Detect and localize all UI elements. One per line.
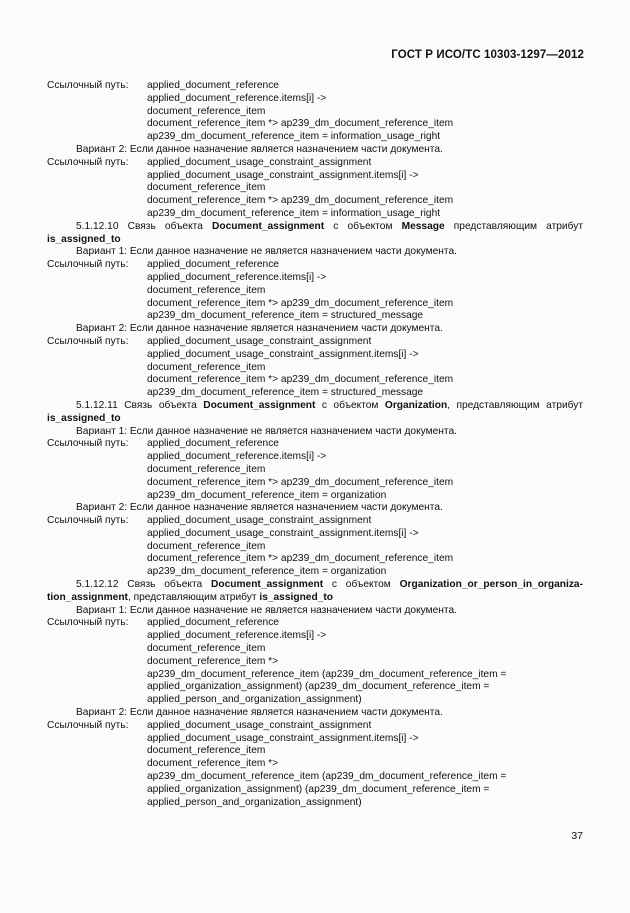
reference-path-line [47,157,583,170]
reference-path-value: applied_document_reference [147,259,279,271]
reference-path-line [47,797,583,810]
reference-path [47,617,583,707]
section-heading-5-1-12-10: 5.1.12.10 Связь объекта Document_assignment с объектом Message представляющим атрибут [76,220,583,232]
reference-path-value: document_reference_item [147,745,266,757]
reference-path-label: Ссылочный путь: [47,617,129,629]
reference-path [47,515,583,579]
reference-path-label: Ссылочный путь: [47,515,129,527]
reference-path-value: applied_organization_assignment) (ap239_dm_document_reference_item = [147,681,490,693]
reference-path-value: ap239_dm_document_reference_item = information_usage_right [147,207,441,219]
reference-path-label: Ссылочный путь: [47,719,129,731]
reference-path-value: applied_document_usage_constraint_assignment [147,156,372,168]
reference-path-value: document_reference_item *> ap239_dm_document_reference_item [147,476,454,488]
reference-path-value: ap239_dm_document_reference_item (ap239_dm_document_reference_item = [147,668,507,680]
reference-path-value: applied_document_reference.items[i] -> [147,451,327,463]
reference-path-value: applied_person_and_organization_assignment) [147,796,362,808]
document-body [47,80,583,809]
reference-path-line [47,784,583,797]
section-attribute: is_assigned_to [47,233,121,245]
reference-path-label: Ссылочный путь: [47,438,129,450]
reference-path-value: document_reference_item *> ap239_dm_document_reference_item [147,553,454,565]
reference-path-value: document_reference_item [147,540,266,552]
variant-2-text: Вариант 2: Если данное назначение является назначением части документа. [76,143,443,155]
reference-path-value: applied_person_and_organization_assignment) [147,694,362,706]
reference-path-line [47,656,583,669]
reference-path-value: document_reference_item [147,284,266,296]
variant-1-text: Вариант 1: Если данное назначение не является назначением части документа. [76,246,457,258]
reference-path-value: document_reference_item *> ap239_dm_document_reference_item [147,118,454,130]
reference-path-line [47,566,583,579]
reference-path-line [47,182,583,195]
section-heading-continuation: tion_assignment, представляющим атрибут is_assigned_to [47,591,333,603]
reference-path [47,259,583,323]
reference-path-value: applied_document_usage_constraint_assignment.items[i] -> [147,348,419,360]
reference-path-value: document_reference_item [147,182,266,194]
document-header: ГОСТ Р ИСО/ТС 10303-1297—2012 [391,49,584,61]
reference-path-value: applied_organization_assignment) (ap239_dm_document_reference_item = [147,783,490,795]
reference-path-value: applied_document_reference.items[i] -> [147,630,327,642]
reference-path-line [47,310,583,323]
reference-path-value: ap239_dm_document_reference_item = structured_message [147,387,424,399]
reference-path-value: ap239_dm_document_reference_item = structured_message [147,310,424,322]
reference-path-label: Ссылочный путь: [47,156,129,168]
reference-path-value: ap239_dm_document_reference_item (ap239_dm_document_reference_item = [147,771,507,783]
reference-path-value: document_reference_item *> ap239_dm_document_reference_item [147,374,454,386]
reference-path-value: document_reference_item [147,463,266,475]
reference-path-value: applied_document_reference [147,617,279,629]
reference-path-line [47,681,583,694]
section-attribute: is_assigned_to [47,412,121,424]
variant-2-text: Вариант 2: Если данное назначение является назначением части документа. [76,707,443,719]
reference-path-value: applied_document_usage_constraint_assignment.items[i] -> [147,732,419,744]
reference-path-value: applied_document_usage_constraint_assignment [147,719,372,731]
reference-path-line [47,362,583,375]
reference-path-value: ap239_dm_document_reference_item = information_usage_right [147,131,441,143]
reference-path-line [47,528,583,541]
reference-path-value: ap239_dm_document_reference_item = organization [147,489,387,501]
reference-path-line [47,490,583,503]
reference-path-line [47,477,583,490]
reference-path-value: document_reference_item [147,105,266,117]
reference-path-line [47,438,583,451]
reference-path-line [47,515,583,528]
reference-path-value: applied_document_reference [147,438,279,450]
reference-path [47,157,583,221]
page-number: 37 [571,830,583,842]
reference-path-value: applied_document_reference.items[i] -> [147,92,327,104]
reference-path-value: applied_document_usage_constraint_assignment.items[i] -> [147,527,419,539]
reference-path-line [47,541,583,554]
reference-path-line [47,694,583,707]
reference-path-line [47,451,583,464]
reference-path-line [47,131,583,144]
reference-path [47,720,583,810]
reference-path-line [47,349,583,362]
reference-path-line [47,745,583,758]
reference-path-line [47,720,583,733]
reference-path-label: Ссылочный путь: [47,259,129,271]
reference-path-value: applied_document_reference [147,80,279,91]
reference-path-line [47,771,583,784]
section-heading-5-1-12-11: 5.1.12.11 Связь объекта Document_assignment с объектом Organization, представляющим атрибут [76,399,584,411]
reference-path-line [47,464,583,477]
reference-path-value: document_reference_item *> [147,758,279,770]
reference-path-line [47,118,583,131]
reference-path-value: applied_document_reference.items[i] -> [147,271,327,283]
reference-path-value: document_reference_item *> [147,655,279,667]
reference-path-line [47,374,583,387]
reference-path-value: applied_document_usage_constraint_assignment.items[i] -> [147,169,419,181]
reference-path-line [47,208,583,221]
reference-path-value: applied_document_usage_constraint_assignment [147,515,372,527]
variant-2-text: Вариант 2: Если данное назначение является назначением части документа. [76,323,443,335]
reference-path-line [47,630,583,643]
reference-path-line [47,758,583,771]
reference-path-line [47,617,583,630]
variant-2-text: Вариант 2: Если данное назначение является назначением части документа. [76,502,443,514]
reference-path-value: document_reference_item *> ap239_dm_document_reference_item [147,297,454,309]
reference-path-value: ap239_dm_document_reference_item = organization [147,566,387,578]
reference-path-line [47,259,583,272]
reference-path-line [47,336,583,349]
reference-path [47,80,583,144]
variant-1-text: Вариант 1: Если данное назначение не является назначением части документа. [76,604,457,616]
reference-path-line [47,643,583,656]
variant-1-text: Вариант 1: Если данное назначение не является назначением части документа. [76,425,457,437]
reference-path-value: applied_document_usage_constraint_assignment [147,335,372,347]
reference-path-line [47,106,583,119]
reference-path-line [47,298,583,311]
reference-path-line [47,80,583,93]
reference-path-line [47,195,583,208]
reference-path-line [47,553,583,566]
reference-path-line [47,285,583,298]
reference-path-line [47,669,583,682]
reference-path-line [47,733,583,746]
reference-path-line [47,170,583,183]
reference-path [47,438,583,502]
reference-path [47,336,583,400]
reference-path-label: Ссылочный путь: [47,335,129,347]
reference-path-value: document_reference_item [147,643,266,655]
reference-path-label: Ссылочный путь: [47,80,129,91]
section-heading-5-1-12-12: 5.1.12.12 Связь объекта Document_assignment с объектом Organization_or_person_in_organiza- [76,579,583,591]
reference-path-line [47,272,583,285]
reference-path-line [47,93,583,106]
reference-path-value: document_reference_item *> ap239_dm_document_reference_item [147,195,454,207]
reference-path-line [47,387,583,400]
reference-path-value: document_reference_item [147,361,266,373]
